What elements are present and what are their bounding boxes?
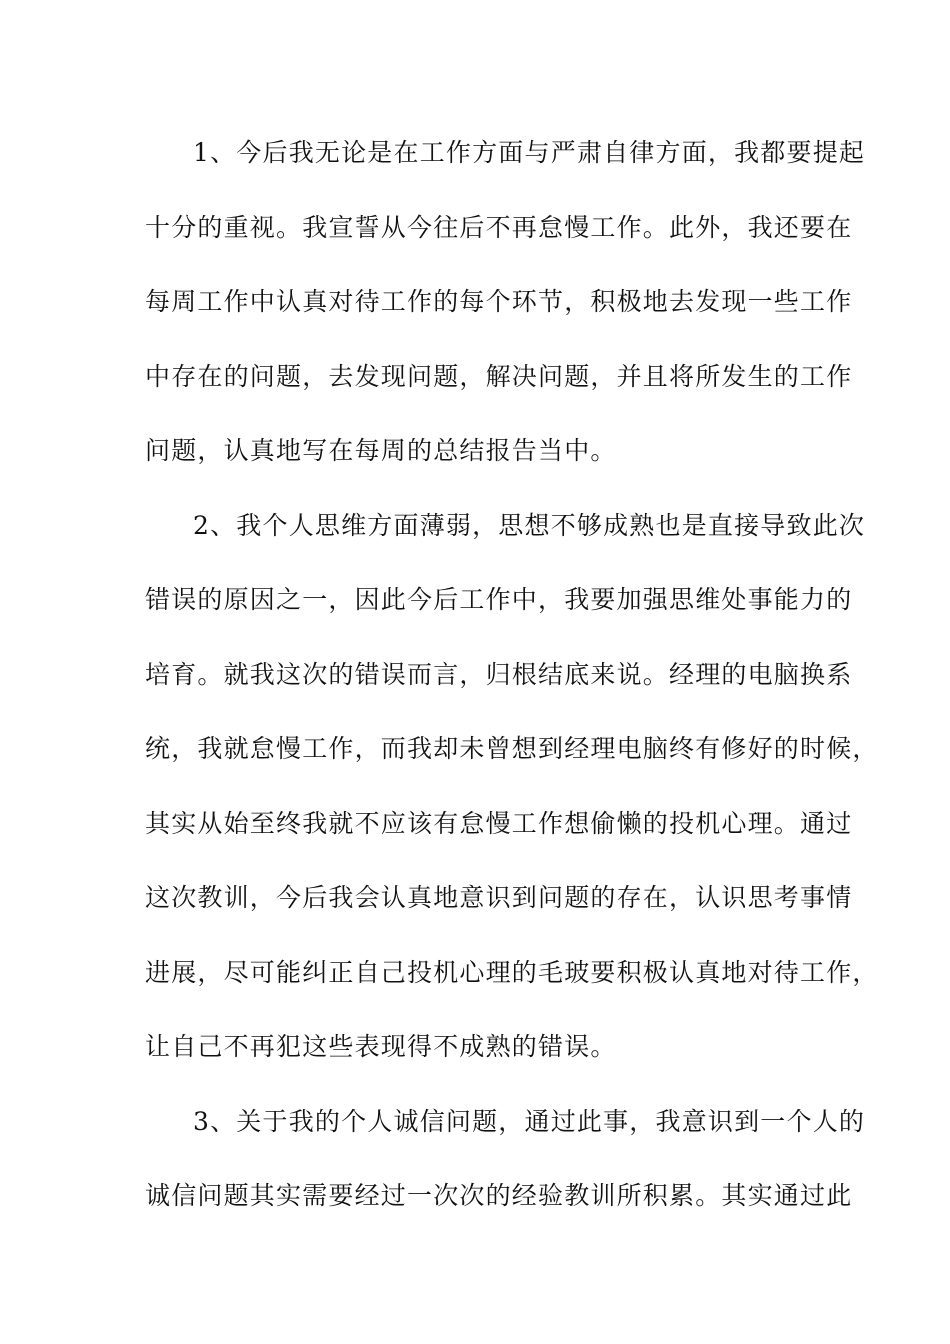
text-line: 每周工作中认真对待工作的每个环节，积极地去发现一些工作 [145, 287, 853, 316]
text-line: 其实从始至终我就不应该有怠慢工作想偷懒的投机心理。通过 [145, 808, 853, 838]
text-line: 3、关于我的个人诚信问题，通过此事，我意识到一个人的 [193, 1106, 866, 1136]
text-line: 问题，认真地写在每周的总结报告当中。 [145, 436, 617, 465]
text-line: 中存在的问题，去发现问题，解决问题，并且将所发生的工作 [145, 361, 853, 391]
text-line: 统，我就怠慢工作，而我却未曾想到经理电脑终有修好的时候， [145, 734, 879, 763]
text-line: 1、今后我无论是在工作方面与严肃自律方面，我都要提起 [193, 138, 866, 167]
text-line: 让自己不再犯这些表现得不成熟的错误。 [145, 1032, 617, 1061]
text-line: 错误的原因之一，因此今后工作中，我要加强思维处事能力的 [145, 585, 853, 614]
paragraph-3 [145, 1097, 866, 1246]
paragraph-2 [145, 501, 879, 1097]
text-line: 进展，尽可能纠正自己投机心理的毛玻要积极认真地对待工作， [145, 957, 879, 987]
text-line: 十分的重视。我宣誓从今往后不再怠慢工作。此外，我还要在 [145, 212, 853, 242]
text-line: 2、我个人思维方面薄弱，思想不够成熟也是直接导致此次 [193, 510, 866, 540]
text-line: 培育。就我这次的错误而言，归根结底来说。经理的电脑换系 [145, 659, 853, 689]
paragraph-1 [145, 128, 866, 501]
document-body [145, 128, 879, 1246]
text-line: 诚信问题其实需要经过一次次的经验教训所积累。其实通过此 [145, 1181, 853, 1210]
text-line: 这次教训，今后我会认真地意识到问题的存在，认识思考事情 [145, 883, 853, 912]
